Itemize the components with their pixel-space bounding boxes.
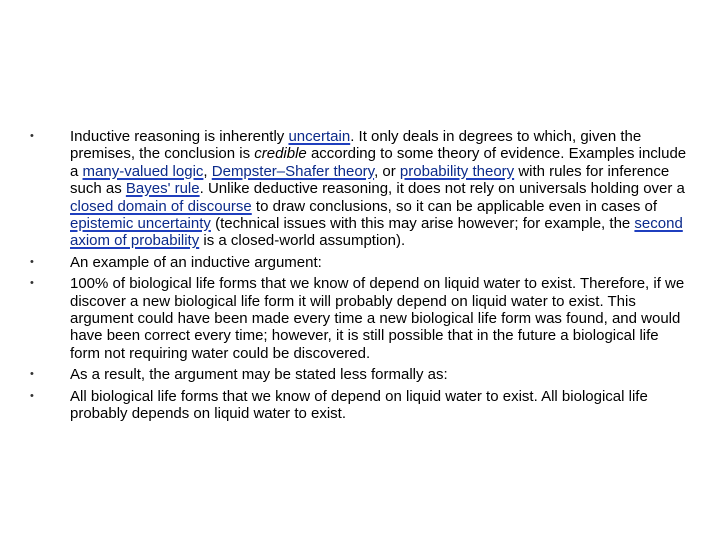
text-segment: (technical issues with this may arise however; for example, the: [210, 215, 635, 233]
bullet-dot-icon: •: [30, 255, 34, 268]
bullet-text: 100% of biological life forms that we know of depend on liquid water to exist. Therefore, if we discover a new biological life form it will probably depend on liquid water to exist. This argument could have been made every time a new biological life form was found, and would have been correct every time; however, it is still possible that in the future a biological life form not requiring water could be discovered.: [70, 275, 685, 362]
bullet-dot-icon: •: [30, 368, 34, 381]
text-segment: to draw conclusions, so it can be applicable even in cases of: [251, 197, 657, 215]
text-segment: is a closed-world assumption).: [199, 232, 406, 250]
text-segment: with rules for inference such as: [70, 162, 670, 198]
link-probability-theory[interactable]: probability theory: [399, 162, 515, 180]
bullet-text: As a result, the argument may be stated less formally as:: [70, 366, 448, 384]
bullet-dot-icon: •: [30, 277, 34, 290]
bullet-dot-icon: •: [30, 130, 34, 142]
link-dempster-shafer-theory[interactable]: Dempster–Shafer theory: [211, 162, 375, 180]
text-segment: . Unlike deductive reasoning, it does not rely on universals holding over a: [199, 180, 685, 198]
link-many-valued-logic[interactable]: many-valued logic: [82, 162, 204, 180]
bullet-text: All biological life forms that we know of depend on liquid water to exist. All biological life probably depends on liquid water to exist.: [70, 387, 648, 423]
text-segment: , or: [374, 162, 400, 180]
link-second-axiom-of-probability[interactable]: second axiom of probability: [70, 215, 683, 250]
text-segment: according to some theory of evidence. Examples include a: [70, 145, 687, 180]
emphasis-credible: credible: [254, 145, 307, 163]
link-closed-domain-of-discourse[interactable]: closed domain of discourse: [70, 197, 252, 215]
bullet-text: An example of an inductive argument:: [70, 253, 322, 271]
bullet-item-inductive-reasoning: [30, 128, 690, 250]
bullet-list: [30, 128, 690, 427]
bullet-item-less-formal: [30, 366, 690, 383]
text-segment: Inductive reasoning is inherently: [70, 128, 289, 145]
bullet-item-conclusion: [30, 388, 690, 423]
bullet-dot-icon: •: [30, 389, 34, 402]
bullet-item-example-intro: [30, 254, 690, 271]
link-uncertain[interactable]: uncertain: [288, 128, 351, 145]
text-segment: . It only deals in degrees to which, given the premises, the conclusion is: [70, 128, 642, 163]
bullet-text: [70, 128, 690, 250]
bullet-item-argument: [30, 275, 690, 362]
text-segment: ,: [203, 162, 212, 180]
link-bayes-rule[interactable]: Bayes' rule: [125, 180, 200, 198]
link-epistemic-uncertainty[interactable]: epistemic uncertainty: [70, 215, 211, 233]
